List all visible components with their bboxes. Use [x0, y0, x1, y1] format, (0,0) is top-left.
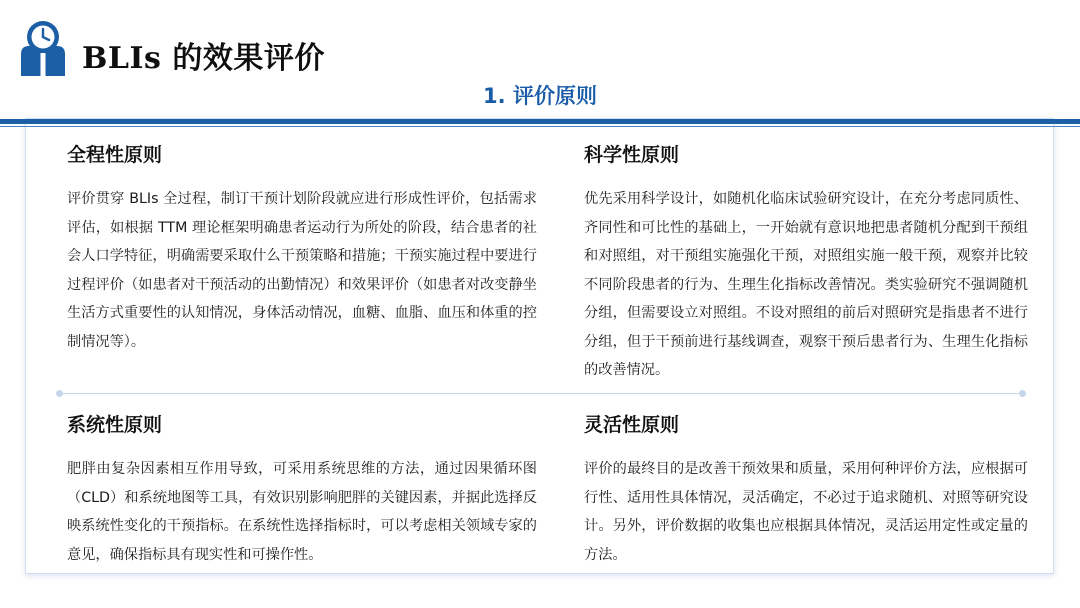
divider-dot-right	[1019, 390, 1026, 397]
section-title: 全程性原则	[67, 144, 163, 166]
section-body: 评价的最终目的是改善干预效果和质量，采用何种评价方法，应根据可行性、适用性具体情况，灵活确定，不必过于追求随机、对照等研究设计。另外，评价数据的收集也应根据具体情况，灵活运用定性或定量的方法。	[584, 461, 1028, 563]
section-subtitle: 1. 评价原则	[483, 84, 597, 108]
page-title: BLIs 的效果评价	[82, 41, 325, 76]
section-divider	[60, 393, 1022, 394]
person-clock-icon	[19, 20, 67, 76]
section-completeness	[67, 142, 537, 356]
header-rule-thin	[0, 126, 1080, 127]
section-flexibility	[584, 412, 1028, 569]
section-systematic	[67, 412, 537, 569]
header-rule	[0, 119, 1080, 124]
section-body: 评价贯穿 BLIs 全过程，制订干预计划阶段就应进行形成性评价，包括需求评估，如根据 TTM 理论框架明确患者运动行为所处的阶段，结合患者的社会人口学特征，明确需要采取什么干预策略和措施；干预实施过程中要进行过程评价（如患者对干预活动的出勤情况）和效果评价（如患者对改变静坐生活方式重要性的认知情况，身体活动情况，血糖、血脂、血压和体重的控制情况等）。	[67, 191, 537, 350]
section-title: 系统性原则	[67, 414, 163, 436]
section-title: 灵活性原则	[584, 414, 680, 436]
section-title: 科学性原则	[584, 144, 680, 166]
section-body: 优先采用科学设计，如随机化临床试验研究设计，在充分考虑同质性、齐同性和可比性的基础上，一开始就有意识地把患者随机分配到干预组和对照组，对干预组实施强化干预，对照组实施一般干预，观察并比较不同阶段患者的行为、生理生化指标改善情况。类实验研究不强调随机分组，但需要设立对照组。不设对照组的前后对照研究是指患者不进行分组，但于干预前进行基线调查，观察干预后患者行为、生理生化指标的改善情况。	[584, 191, 1028, 378]
section-body: 肥胖由复杂因素相互作用导致，可采用系统思维的方法，通过因果循环图（CLD）和系统地图等工具，有效识别影响肥胖的关键因素，并据此选择反映系统性变化的干预指标。在系统性选择指标时，可以考虑相关领域专家的意见，确保指标具有现实性和可操作性。	[67, 461, 537, 563]
section-scientific	[584, 142, 1028, 385]
divider-dot-left	[56, 390, 63, 397]
